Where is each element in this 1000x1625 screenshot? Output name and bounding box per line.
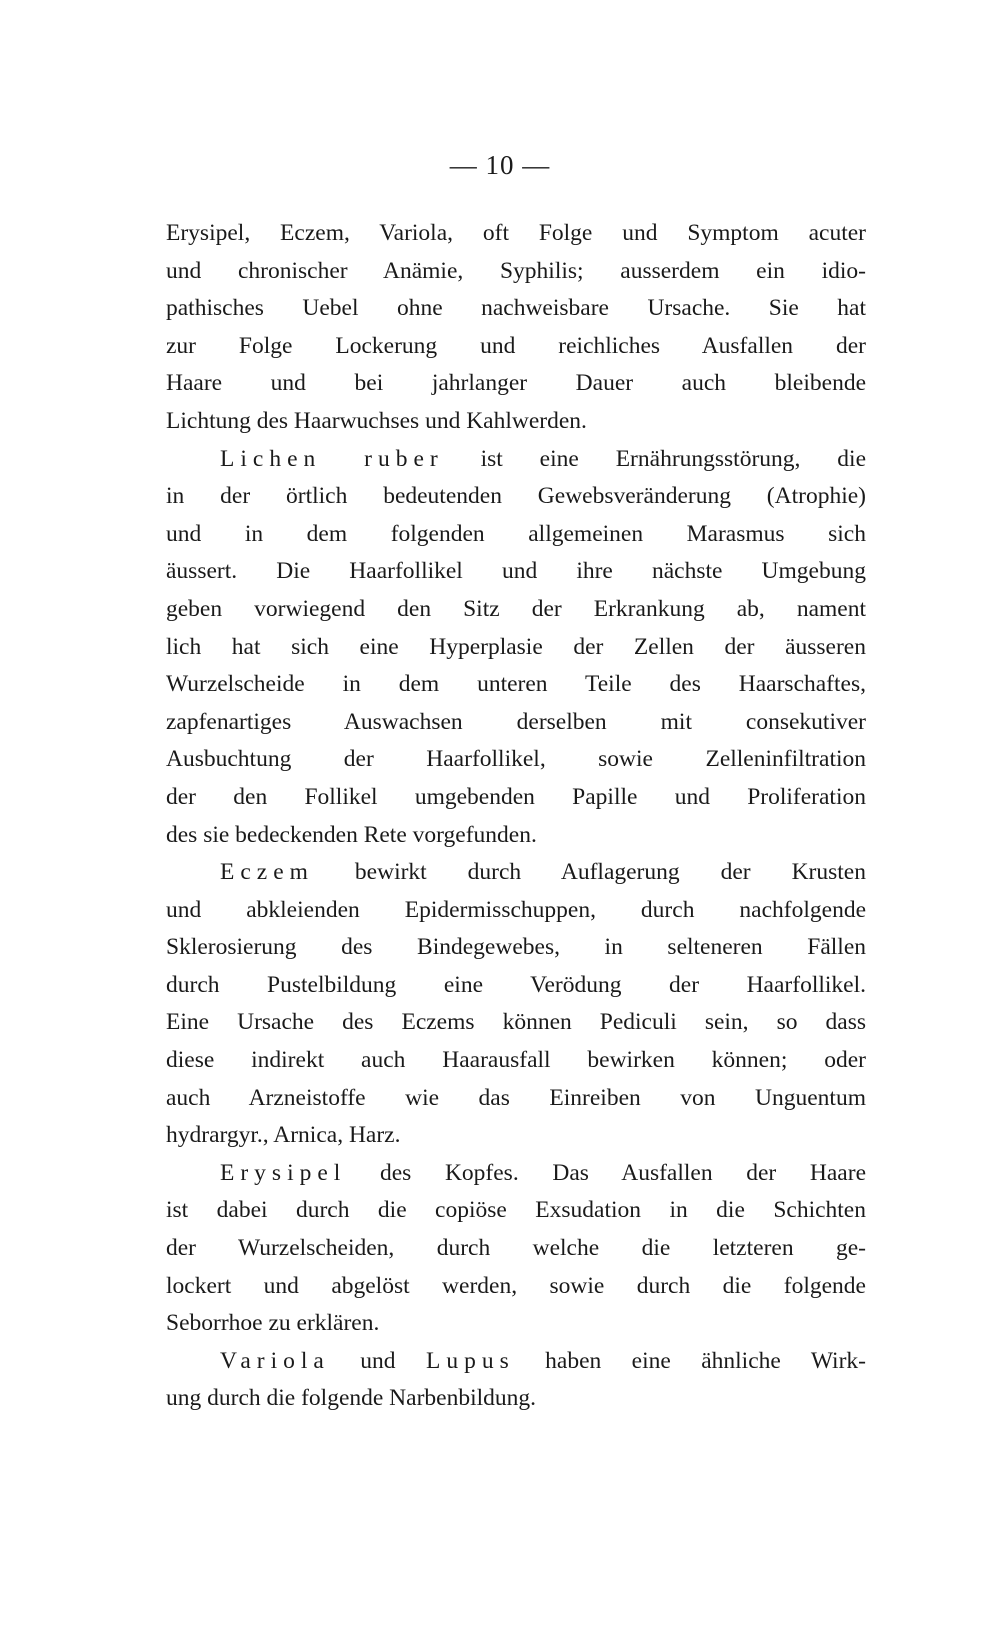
text-line: in der örtlich bedeutenden Gewebsveränderung (Atrophie) <box>166 483 866 510</box>
emphasized-term: Erysipel <box>220 1159 347 1186</box>
text-line: der Wurzelscheiden, durch welche die letzteren ge- <box>166 1235 866 1262</box>
text-line: ist dabei durch die copiöse Exsudation in die Schichten <box>166 1197 866 1224</box>
text-line: zur Folge Lockerung und reichliches Ausfallen der <box>166 332 866 359</box>
text-line: lich hat sich eine Hyperplasie der Zellen der äusseren <box>166 633 866 660</box>
text-line: Erysipel, Eczem, Variola, oft Folge und Symptom acuter <box>166 220 866 246</box>
text-line: Ausbuchtung der Haarfollikel, sowie Zelleninfiltration <box>166 746 866 773</box>
text-line: lockert und abgelöst werden, sowie durch die folgende <box>166 1272 866 1299</box>
text-line: auch Arzneistoffe wie das Einreiben von Unguentum <box>166 1084 866 1111</box>
text-line: Haare und bei jahrlanger Dauer auch bleibende <box>166 370 866 397</box>
text-line: der den Follikel umgebenden Papille und Proliferation <box>166 783 866 810</box>
text-line: und chronischer Anämie, Syphilis; ausserdem ein idio- <box>166 257 866 284</box>
text-line: geben vorwiegend den Sitz der Erkrankung ab, nament <box>166 595 866 622</box>
emphasized-term: Lichen ruber <box>220 445 444 472</box>
text-line: Variola und Lupus haben eine ähnliche Wirk- <box>220 1347 866 1374</box>
text-line: und abkleienden Epidermisschuppen, durch nachfolgende <box>166 896 866 923</box>
text-line: des sie bedeckenden Rete vorgefunden. <box>166 821 537 848</box>
text-line: und in dem folgenden allgemeinen Marasmus sich <box>166 520 866 547</box>
page-number: — 10 — <box>449 150 551 180</box>
body-text <box>166 215 866 1418</box>
text-line: Eczem bewirkt durch Auflagerung der Krusten <box>220 859 866 886</box>
text-line: Lichtung des Haarwuchses und Kahlwerden. <box>166 407 587 434</box>
text-line: diese indirekt auch Haarausfall bewirken können; oder <box>166 1047 866 1074</box>
text-line: Wurzelscheide in dem unteren Teile des Haarschaftes, <box>166 671 866 698</box>
text-line: ung durch die folgende Narbenbildung. <box>166 1385 537 1412</box>
text-line: pathisches Uebel ohne nachweisbare Ursache. Sie hat <box>166 295 866 322</box>
emphasized-term: Lupus <box>425 1347 515 1374</box>
text-line: durch Pustelbildung eine Verödung der Haarfollikel. <box>166 971 866 998</box>
text-line: äussert. Die Haarfollikel und ihre nächste Umgebung <box>166 558 866 585</box>
emphasized-term: Variola <box>220 1347 330 1374</box>
text-line: Erysipel des Kopfes. Das Ausfallen der Haare <box>220 1159 866 1186</box>
text-line: Seborrhoe zu erklären. <box>166 1310 380 1337</box>
text-line: Lichen ruber ist eine Ernährungsstörung, die <box>220 445 866 472</box>
text-line: Sklerosierung des Bindegewebes, in selteneren Fällen <box>166 934 866 961</box>
text-line: zapfenartiges Auswachsen derselben mit consekutiver <box>166 708 866 735</box>
text-line: hydrargyr., Arnica, Harz. <box>166 1122 401 1149</box>
emphasized-term: Eczem <box>220 859 314 886</box>
text-line: Eine Ursache des Eczems können Pediculi sein, so dass <box>166 1009 866 1036</box>
